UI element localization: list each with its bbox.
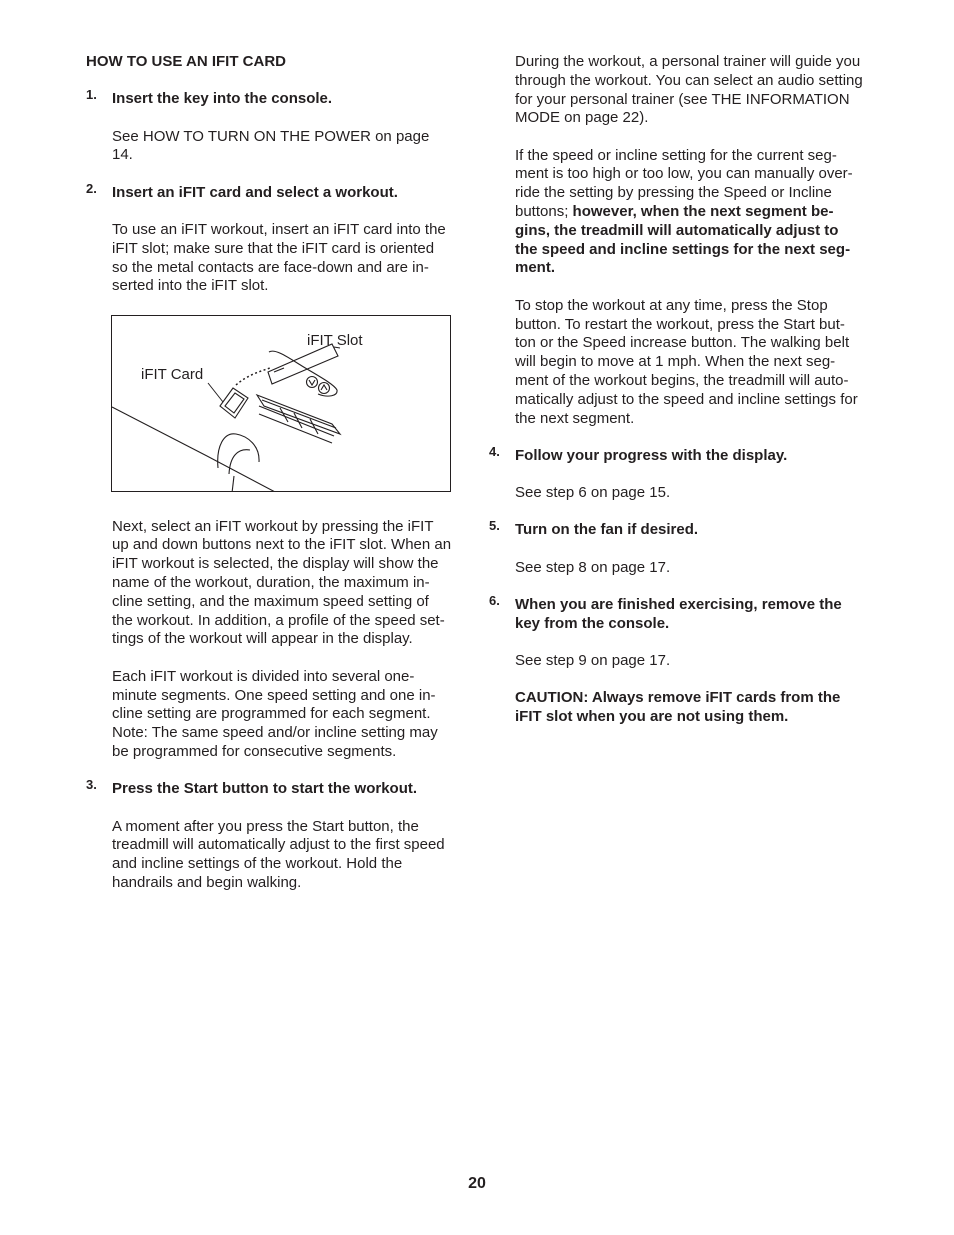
text-run: buttons; [515, 203, 573, 221]
text-run-bold: however, when the next segment be- [572, 203, 834, 221]
text-line [515, 203, 874, 222]
text-line: To stop the workout at any time, press the Stop [515, 296, 828, 314]
right-column [489, 53, 874, 746]
text-line: Note: The same speed and/or incline setting may [112, 724, 438, 742]
step-number: 6. [489, 593, 500, 609]
step-title: Press the Start button to start the workout. [112, 780, 418, 798]
text-line: ment is too high or too low, you can manually over- [515, 165, 853, 183]
text-line: button. To restart the workout, press the Start but- [515, 315, 845, 333]
step-title [515, 596, 874, 634]
text-line: through the workout. You can select an audio setting [515, 71, 863, 89]
text-line: See HOW TO TURN ON THE POWER on page [112, 127, 430, 145]
ifit-card-label: iFIT Card [141, 365, 204, 383]
text-line: If the speed or incline setting for the current seg- [515, 146, 837, 164]
text-line: name of the workout, duration, the maximum in- [112, 574, 430, 592]
step-title: Follow your progress with the display. [515, 446, 788, 464]
text-line: iFIT slot when you are not using them. [515, 708, 789, 726]
paragraph: See step 6 on page 15. [515, 484, 671, 502]
text-line: so the metal contacts are face-down and are in- [112, 258, 429, 276]
step-2 [86, 180, 471, 296]
text-line: will begin to move at 1 mph. When the next seg- [515, 353, 836, 371]
text-line: iFIT workout is selected, the display will show the [112, 555, 439, 573]
text-line: treadmill will automatically adjust to the first speed [112, 836, 445, 854]
text-line: cline setting are programmed for each segment. [112, 705, 431, 723]
text-line: To use an iFIT workout, insert an iFIT card into the [112, 220, 446, 238]
text-line: matically adjust to the speed and incline settings for [515, 390, 858, 408]
text-line: ride the setting by pressing the Speed or Incline [515, 184, 832, 202]
text-line: ment of the workout begins, the treadmill will auto- [515, 371, 849, 389]
step-number: 5. [489, 518, 500, 534]
paragraph [112, 128, 471, 166]
text-line: handrails and begin walking. [112, 873, 302, 891]
text-line: Each iFIT workout is divided into several one- [112, 667, 415, 685]
page-number: 20 [468, 1175, 486, 1192]
paragraph [112, 668, 471, 762]
step-2-continued [86, 518, 471, 762]
ifit-card-illustration [112, 316, 451, 492]
ifit-slot-label: iFIT Slot [307, 331, 363, 349]
text-line: MODE on page 22). [515, 109, 649, 127]
text-line: CAUTION: Always remove iFIT cards from the [515, 689, 841, 707]
paragraph [112, 221, 471, 296]
text-line: ment. [515, 259, 556, 277]
text-line: the workout. In addition, a profile of the speed set- [112, 611, 445, 629]
text-line: A moment after you press the Start button, the [112, 817, 419, 835]
text-line: When you are finished exercising, remove the [515, 596, 842, 614]
text-line: tings of the workout will appear in the display. [112, 630, 413, 648]
paragraph [112, 518, 471, 650]
text-line: serted into the iFIT slot. [112, 277, 269, 295]
left-column [86, 53, 471, 911]
text-line: iFIT slot; make sure that the iFIT card is oriented [112, 239, 435, 257]
text-line: be programmed for consecutive segments. [112, 742, 397, 760]
step-4 [489, 443, 874, 503]
text-line: Next, select an iFIT workout by pressing the iFIT [112, 517, 434, 535]
text-line: and incline settings of the workout. Hold the [112, 855, 403, 873]
paragraph [515, 297, 874, 429]
text-line: 14. [112, 146, 133, 164]
step-5 [489, 518, 874, 577]
step-number: 1. [86, 87, 97, 103]
paragraph [515, 147, 874, 279]
step-title: Insert the key into the console. [112, 90, 333, 108]
step-number: 2. [86, 180, 97, 196]
paragraph [112, 818, 471, 893]
caution-note [515, 689, 874, 727]
step-6 [489, 593, 874, 727]
step-title: Turn on the fan if desired. [515, 521, 699, 539]
text-line: gins, the treadmill will automatically adjust to [515, 221, 839, 239]
paragraph: See step 9 on page 17. [515, 652, 671, 670]
step-title: Insert an iFIT card and select a workout. [112, 183, 398, 201]
text-line: cline setting, and the maximum speed setting of [112, 592, 429, 610]
ifit-card-figure [111, 315, 451, 492]
text-line: During the workout, a personal trainer will guide you [515, 53, 861, 70]
text-line: key from the console. [515, 614, 670, 632]
text-line: minute segments. One speed setting and one in- [112, 686, 436, 704]
step-number: 3. [86, 777, 97, 793]
step-3-continued [489, 53, 874, 428]
section-heading: HOW TO USE AN IFIT CARD [86, 53, 286, 70]
text-line: up and down buttons next to the iFIT slot. When an [112, 536, 452, 554]
paragraph: See step 8 on page 17. [515, 558, 671, 576]
text-line: for your personal trainer (see THE INFORMATION [515, 90, 850, 108]
text-line: ton or the Speed increase button. The walking belt [515, 334, 850, 352]
paragraph [515, 53, 874, 128]
step-1 [86, 87, 471, 165]
text-line: the next segment. [515, 409, 635, 427]
step-number: 4. [489, 443, 500, 459]
step-3 [86, 777, 471, 892]
text-line: the speed and incline settings for the next seg- [515, 240, 851, 258]
